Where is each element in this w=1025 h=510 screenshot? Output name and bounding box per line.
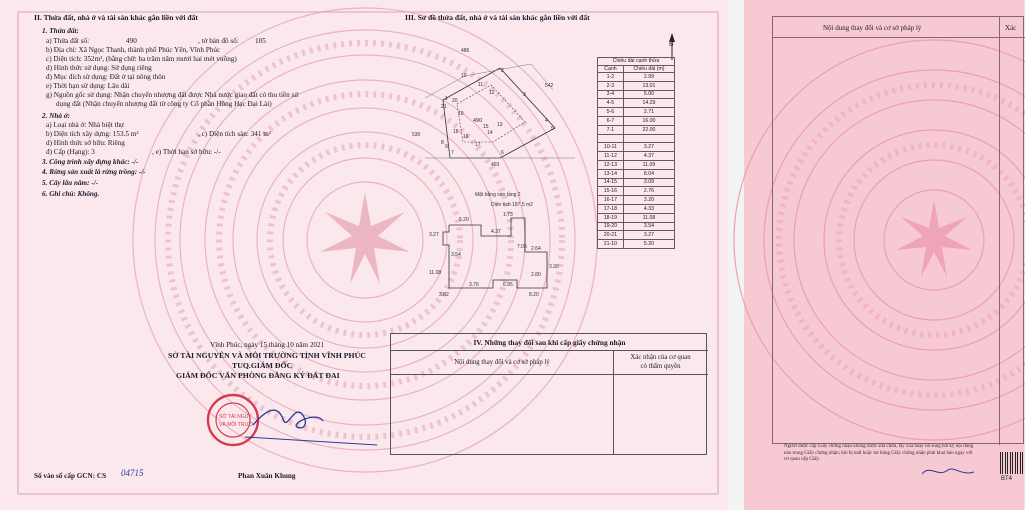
land-origin-line2: dụng đất (Nhận chuyển nhượng đất từ công ty Cổ phần Hồng Hạc Đại Lải) [56,100,272,108]
date-line: Vĩnh Phúc, ngày 15 tháng 10 năm 2021 [210,341,325,349]
length-cell: 16.00 [623,116,674,125]
floor-dim: 11.08 [429,270,442,276]
length-cell: 3.27 [623,231,674,240]
authority-delegation: TUQ.GIÁM ĐỐC [232,361,293,370]
floor-dim: 3.30 [549,264,559,270]
parcel-label: 490 [473,118,483,124]
length-cell: 13.01 [623,81,674,90]
vertex-label: 2 [501,68,504,74]
edge-table-row [598,99,675,108]
edge-cell: 17-18 [598,204,624,213]
authority-name: SỞ TÀI NGUYÊN VÀ MÔI TRƯỜNG TỈNH VĨNH PHÚC [168,351,366,360]
vertex-label: 21 [441,104,447,110]
authority-title: GIÁM ĐỐC VĂN PHÒNG ĐĂNG KÝ ĐẤT ĐAI [176,371,340,380]
floor-dim: 2.80 [531,272,541,278]
vertex-label: 16 [463,134,469,140]
length-cell: 4.33 [623,204,674,213]
vertex-label: 3 [523,92,526,98]
land-address: b) Địa chỉ: Xã Ngọc Thanh, thành phố Phúc Yên, Vĩnh Phúc [46,46,221,54]
edge-table-row [598,73,675,82]
vertex-label: 13 [497,122,503,128]
length-cell: 5.00 [623,90,674,99]
floor-dim: 3.82 [439,292,449,298]
vertex-label: 15 [483,124,489,130]
edge-cell: 21-10 [598,240,624,249]
floor-dim: 1.73 [503,212,513,218]
changes-table-continued [772,16,1024,444]
edge-table-row [598,187,675,196]
register-label: Số vào sổ cấp GCN: CS [34,472,107,480]
edge-table-row [598,196,675,205]
edge-length-table [597,57,675,249]
length-cell: 14.29 [623,99,674,108]
edge-cell: 4-5 [598,99,624,108]
edge-table-row [598,116,675,125]
edge-table-row [598,213,675,222]
edge-cell: 19-20 [598,222,624,231]
length-cell: 3.09 [623,178,674,187]
edge-table-row [598,81,675,90]
floor-dim: 6.95 [503,282,513,288]
edge-table-title: Chiều dài cạnh thửa [598,58,675,66]
other-construction: 3. Công trình xây dựng khác: -/- [42,158,139,166]
edge-table-row [598,134,675,143]
land-area: c) Diện tích: 352m², (bằng chữ: ba trăm năm mươi hai mét vuông) [46,55,237,63]
svg-text:VÀ MÔI TRƯỜ: VÀ MÔI TRƯỜ [219,422,254,428]
edge-cell: 11-12 [598,152,624,161]
vertex-label: 9 [445,144,448,150]
vertex-label: 17 [475,142,481,148]
seal-text: SỞ TÀI NGUY [219,414,252,420]
length-cell: 3.20 [623,196,674,205]
length-cell: 2.71 [623,108,674,117]
floor-dim: 8.20 [529,292,539,298]
land-heading: 1. Thửa đất: [42,27,79,35]
vertex-label: 7 [451,150,454,156]
edge-cell: 20-21 [598,231,624,240]
edge-cell: 7-1 [598,125,624,134]
edge-table-row [598,222,675,231]
floor-plan-area: Diện tích 187.5 m2 [491,202,533,208]
vertex-label: 14 [487,130,493,136]
vertex-label: 19 [458,111,464,117]
floor-dim: 3.27 [429,232,439,238]
edge-table-row [598,231,675,240]
length-col-header: Chiều dài (m) [623,65,674,73]
house-grade: đ) Cấp (Hạng): 3 [46,148,95,156]
section-3-title: III. Sơ đồ thửa đất, nhà ở và tài sản khác gắn liền với đất [405,13,590,22]
vertex-label: 1 [445,96,448,102]
edge-table-row [598,240,675,249]
edge-cell: 15-16 [598,187,624,196]
vertex-label: 4 [545,118,548,124]
length-cell: 11.08 [623,213,674,222]
length-cell: 2.99 [623,73,674,82]
length-cell: 5.20 [623,240,674,249]
official-seal-and-signature [205,391,380,453]
parcel-number-value: 490 [126,37,137,45]
edge-table-row [598,169,675,178]
edge-cell: 3-4 [598,90,624,99]
right-footer-note: Người được cấp Giấy chứng nhận không được sửa chữa, tẩy xóa hoặc bổ sung bất kỳ nội dung nào trong Giấy chứng nhận; khi bị mất hoặc hư hỏng Giấy chứng nhận phải khai báo ngay với cơ quan cấp Giấy. [784,444,974,463]
map-sheet-value: 105 [255,37,266,45]
length-cell: 3.54 [623,222,674,231]
planted-forest: 4. Rừng sản xuất là rừng trồng: -/- [42,168,146,176]
parcel-number-label: a) Thửa đất số: [46,37,90,45]
edge-table-row [598,204,675,213]
length-cell [623,134,674,143]
neighbor-label-486: 486 [461,48,470,54]
right-signature-mark [918,462,978,480]
land-use-purpose: đ) Mục đích sử dụng: Đất ở tại nông thôn [46,73,166,81]
barcode-strip [1000,452,1024,474]
floor-dim: 5.20 [459,217,469,223]
house-build-area: b) Diện tích xây dựng: 153.5 m² [46,130,139,138]
house-floor-area: , c) Diện tích sàn: 341 m² [198,130,272,138]
edge-table-row [598,178,675,187]
house-ownership: d) Hình thức sở hữu: Riêng [46,139,125,147]
right-col-confirm: Xác [1005,24,1017,32]
perennial-trees: 5. Cây lâu năm: -/- [42,179,99,187]
neighbor-label-542: 542 [545,83,554,89]
neighbor-label-530: 530 [412,132,421,138]
edge-cell: 10-11 [598,143,624,152]
edge-cell: 1-2 [598,73,624,82]
vertex-label: 8 [441,140,444,146]
length-cell: 22.00 [623,125,674,134]
register-number: 04715 [121,468,144,478]
land-use-term: e) Thời hạn sử dụng: Lâu dài [46,82,130,90]
neighbor-label-493: 493 [491,162,500,168]
vertex-label: 5 [551,126,554,132]
edge-table-row [598,152,675,161]
floor-dim: 3.54 [451,252,461,258]
edge-cell: 18-19 [598,213,624,222]
edge-cell: 12-13 [598,160,624,169]
changes-table [390,333,707,455]
handwritten-signature [253,410,323,428]
signature-stroke [245,437,377,445]
section-4-title: IV. Những thay đổi sau khi cấp giấy chứng nhận [473,338,626,347]
edge-cell: 16-17 [598,196,624,205]
barcode-text: BT4 [1001,476,1013,482]
edge-cell: 14-15 [598,178,624,187]
notes: 6. Ghi chú: Không. [42,190,100,198]
edge-cell: 5-6 [598,108,624,117]
vertex-label: 10 [461,73,467,79]
edge-cell: 2-3 [598,81,624,90]
section-2-title: II. Thửa đất, nhà ở và tài sản khác gắn liền với đất [34,13,198,22]
length-cell: 11.09 [623,160,674,169]
changes-col-content: Nội dung thay đổi và cơ sở pháp lý [454,359,550,366]
land-use-form: d) Hình thức sử dụng: Sử dụng riêng [46,64,152,72]
house-ownership-term: , e) Thời hạn sở hữu: -/- [152,148,221,156]
floor-dim: 3.76 [469,282,479,288]
edge-table-row [598,108,675,117]
floor-dim: 4.37 [491,229,501,235]
edge-cell: 6-7 [598,116,624,125]
edge-table-row [598,143,675,152]
length-cell: 3.27 [623,143,674,152]
floor-plan-title: Mặt bằng sàn tầng 2 [475,192,521,198]
floor-dim: 2.64 [531,246,541,252]
changes-col-confirm-l1: Xác nhận của cơ quan [630,354,691,361]
edge-cell [598,134,624,143]
right-col-content: Nội dung thay đổi và cơ sở pháp lý [823,24,922,32]
edge-table-row [598,90,675,99]
edge-col-header: Cạnh [598,65,624,73]
edge-table-row [598,125,675,134]
page-gap [728,0,744,510]
changes-col-confirm-l2: có thẩm quyền [640,363,681,370]
floor-dim: 7.05 [517,244,527,250]
length-cell: 4.37 [623,152,674,161]
vertex-label: 18 [453,129,459,135]
house-heading: 2. Nhà ở: [42,112,71,120]
edge-cell: 13-14 [598,169,624,178]
length-cell: 2.76 [623,187,674,196]
north-label: B [669,41,674,48]
signer-name: Phan Xuân Khung [238,472,296,480]
map-sheet-label: , tờ bản đồ số: [198,37,239,45]
vertex-label: 6 [501,150,504,156]
vertex-label: 11 [478,82,484,88]
edge-table-row [598,160,675,169]
land-origin-line1: g) Nguồn gốc sử dụng: Nhận chuyển nhượng đất được Nhà nước giao đất có thu tiền sử [46,91,299,99]
length-cell: 8.04 [623,169,674,178]
vertex-label: 12 [489,90,495,96]
vertex-label: 20 [452,98,458,104]
house-type: a) Loại nhà ở: Nhà biệt thự [46,121,124,129]
